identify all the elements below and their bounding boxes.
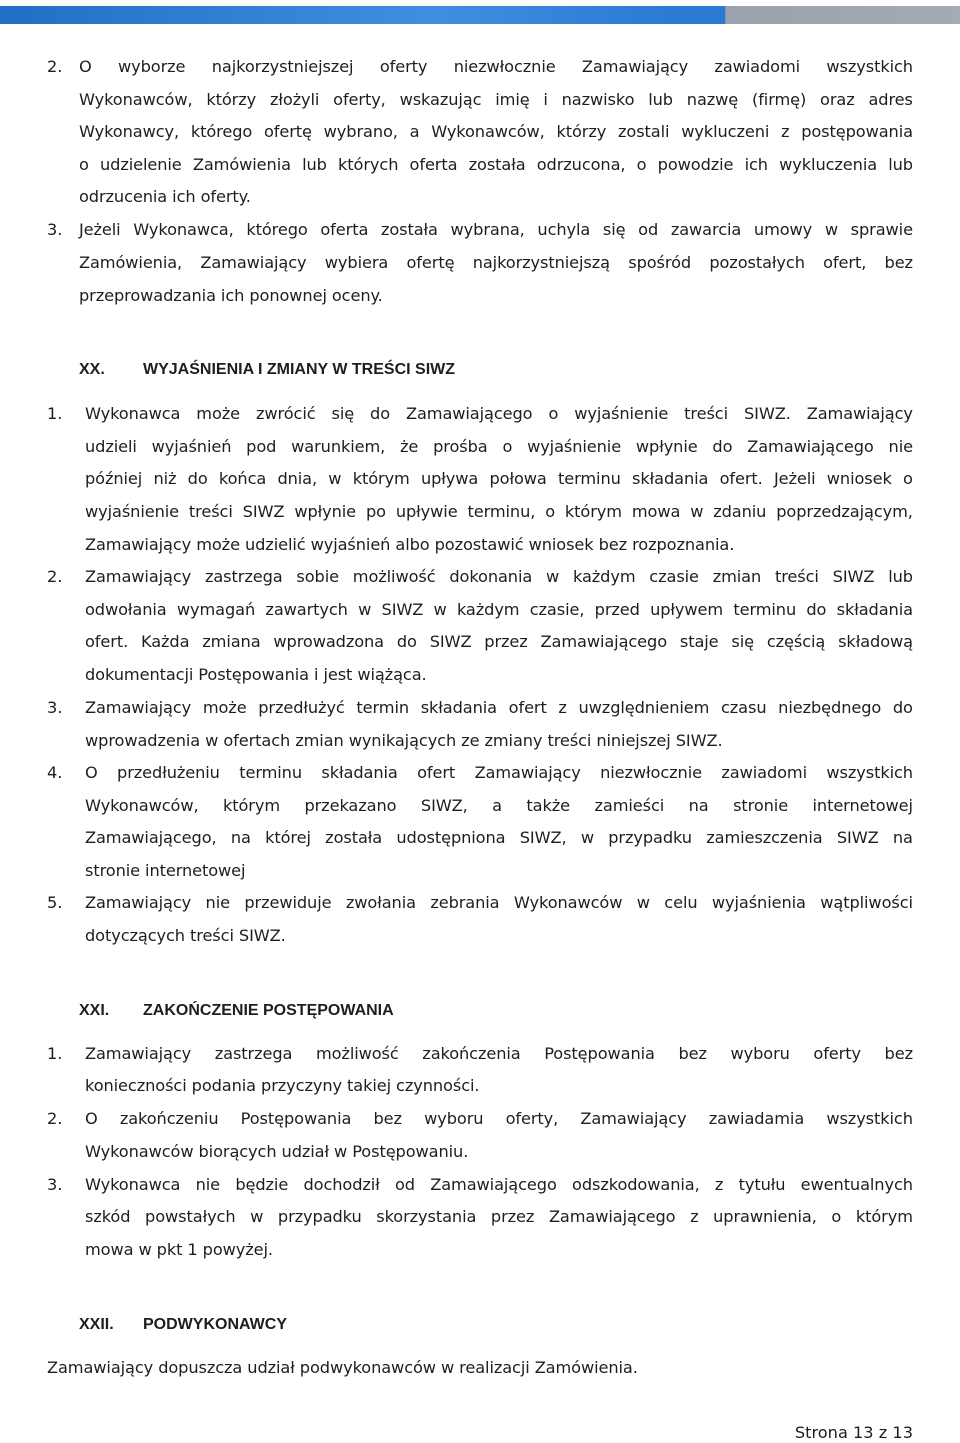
section-title: WYJAŚNIENIA I ZMIANY W TREŚCI SIWZ (143, 361, 456, 378)
section-number: XXI. (79, 1002, 110, 1019)
item-number: 4. (47, 763, 63, 782)
item-number: 5. (47, 893, 63, 912)
paragraph-line: O wyborze najkorzystniejszej oferty niezwłocznie Zamawiający zawiadomi wszystkich (79, 57, 913, 76)
paragraph-line: Zamawiający zastrzega sobie możliwość dokonania w każdym czasie zmian treści SIWZ lub (85, 567, 913, 586)
paragraph-line: Jeżeli Wykonawca, którego oferta została wybrana, uchyla się od zawarcia umowy w sprawie (79, 220, 913, 239)
paragraph-line: stronie internetowej (85, 861, 246, 880)
paragraph-line: Zamawiający dopuszcza udział podwykonawców w realizacji Zamówienia. (47, 1358, 638, 1377)
paragraph-line: Wykonawca może zwrócić się do Zamawiającego o wyjaśnienie treści SIWZ. Zamawiający (85, 404, 913, 423)
paragraph-line: O zakończeniu Postępowania bez wyboru oferty, Zamawiający zawiadamia wszystkich (85, 1109, 913, 1128)
paragraph-line: Zamówienia, Zamawiający wybiera ofertę najkorzystniejszą spośród pozostałych ofert, bez (79, 253, 913, 272)
paragraph-line: dotyczących treści SIWZ. (85, 926, 286, 945)
page-number: Strona 13 z 13 (794, 1423, 913, 1442)
paragraph-line: Wykonawców, którzy złożyli oferty, wskazując imię i nazwisko lub nazwę (firmę) oraz adres (79, 90, 913, 109)
item-number: 3. (47, 698, 63, 717)
section-title: ZAKOŃCZENIE POSTĘPOWANIA (143, 1002, 394, 1019)
item-number: 3. (47, 1175, 63, 1194)
paragraph-line: odrzucenia ich oferty. (79, 187, 251, 206)
paragraph-line: konieczności podania przyczyny takiej czynności. (85, 1076, 480, 1095)
item-number: 2. (47, 57, 63, 76)
paragraph-line: mowa w pkt 1 powyżej. (85, 1240, 273, 1259)
paragraph-line: szkód powstałych w przypadku skorzystania przez Zamawiającego z uprawnienia, o którym (85, 1207, 913, 1226)
paragraph-line: Zamawiający może udzielić wyjaśnień albo pozostawić wniosek bez rozpoznania. (85, 535, 735, 554)
paragraph-line: dokumentacji Postępowania i jest wiążąca. (85, 665, 427, 684)
paragraph-line: Zamawiającego, na której została udostępniona SIWZ, w przypadku zamieszczenia SIWZ na (85, 828, 913, 847)
paragraph-line: Zamawiający zastrzega możliwość zakończenia Postępowania bez wyboru oferty bez (85, 1044, 913, 1063)
header-color-bar (0, 6, 960, 24)
paragraph-line: później niż do końca dnia, w którym upływa połowa terminu składania ofert. Jeżeli wniosek o (85, 469, 913, 488)
paragraph-line: O przedłużeniu terminu składania ofert Zamawiający niezwłocznie zawiadomi wszystkich (85, 763, 913, 782)
paragraph-line: udzieli wyjaśnień pod warunkiem, że prośba o wyjaśnienie wpłynie do Zamawiającego nie (85, 437, 913, 456)
paragraph-line: Wykonawców, którym przekazano SIWZ, a także zamieści na stronie internetowej (85, 796, 913, 815)
item-number: 1. (47, 404, 63, 423)
section-number: XXII. (79, 1316, 114, 1333)
item-number: 3. (47, 220, 63, 239)
item-number: 1. (47, 1044, 63, 1063)
paragraph-line: Wykonawcy, którego ofertę wybrano, a Wykonawców, którzy zostali wykluczeni z postępowania (79, 122, 913, 141)
paragraph-line: Zamawiający może przedłużyć termin składania ofert z uwzględnieniem czasu niezbędnego do (85, 698, 913, 717)
item-number: 2. (47, 567, 63, 586)
paragraph-line: przeprowadzania ich ponownej oceny. (79, 286, 383, 305)
paragraph-line: wyjaśnienie treści SIWZ wpłynie po upływie terminu, o którym mowa w zdaniu poprzedzającym, (85, 502, 913, 521)
paragraph-line: Zamawiający nie przewiduje zwołania zebrania Wykonawców w celu wyjaśnienia wątpliwości (85, 893, 913, 912)
paragraph-line: ofert. Każda zmiana wprowadzona do SIWZ przez Zamawiającego staje się częścią składową (85, 632, 913, 651)
paragraph-line: o udzielenie Zamówienia lub których oferta została odrzucona, o powodzie ich wykluczenia lub (79, 155, 913, 174)
paragraph-line: Wykonawców biorących udział w Postępowaniu. (85, 1142, 469, 1161)
section-number: XX. (79, 361, 105, 378)
item-number: 2. (47, 1109, 63, 1128)
section-title: PODWYKONAWCY (143, 1316, 287, 1333)
paragraph-line: Wykonawca nie będzie dochodził od Zamawiającego odszkodowania, z tytułu ewentualnych (85, 1175, 913, 1194)
paragraph-line: odwołania wymagań zawartych w SIWZ w każdym czasie, przed upływem terminu do składania (85, 600, 913, 619)
paragraph-line: wprowadzenia w ofertach zmian wynikających ze zmiany treści niniejszej SIWZ. (85, 731, 723, 750)
